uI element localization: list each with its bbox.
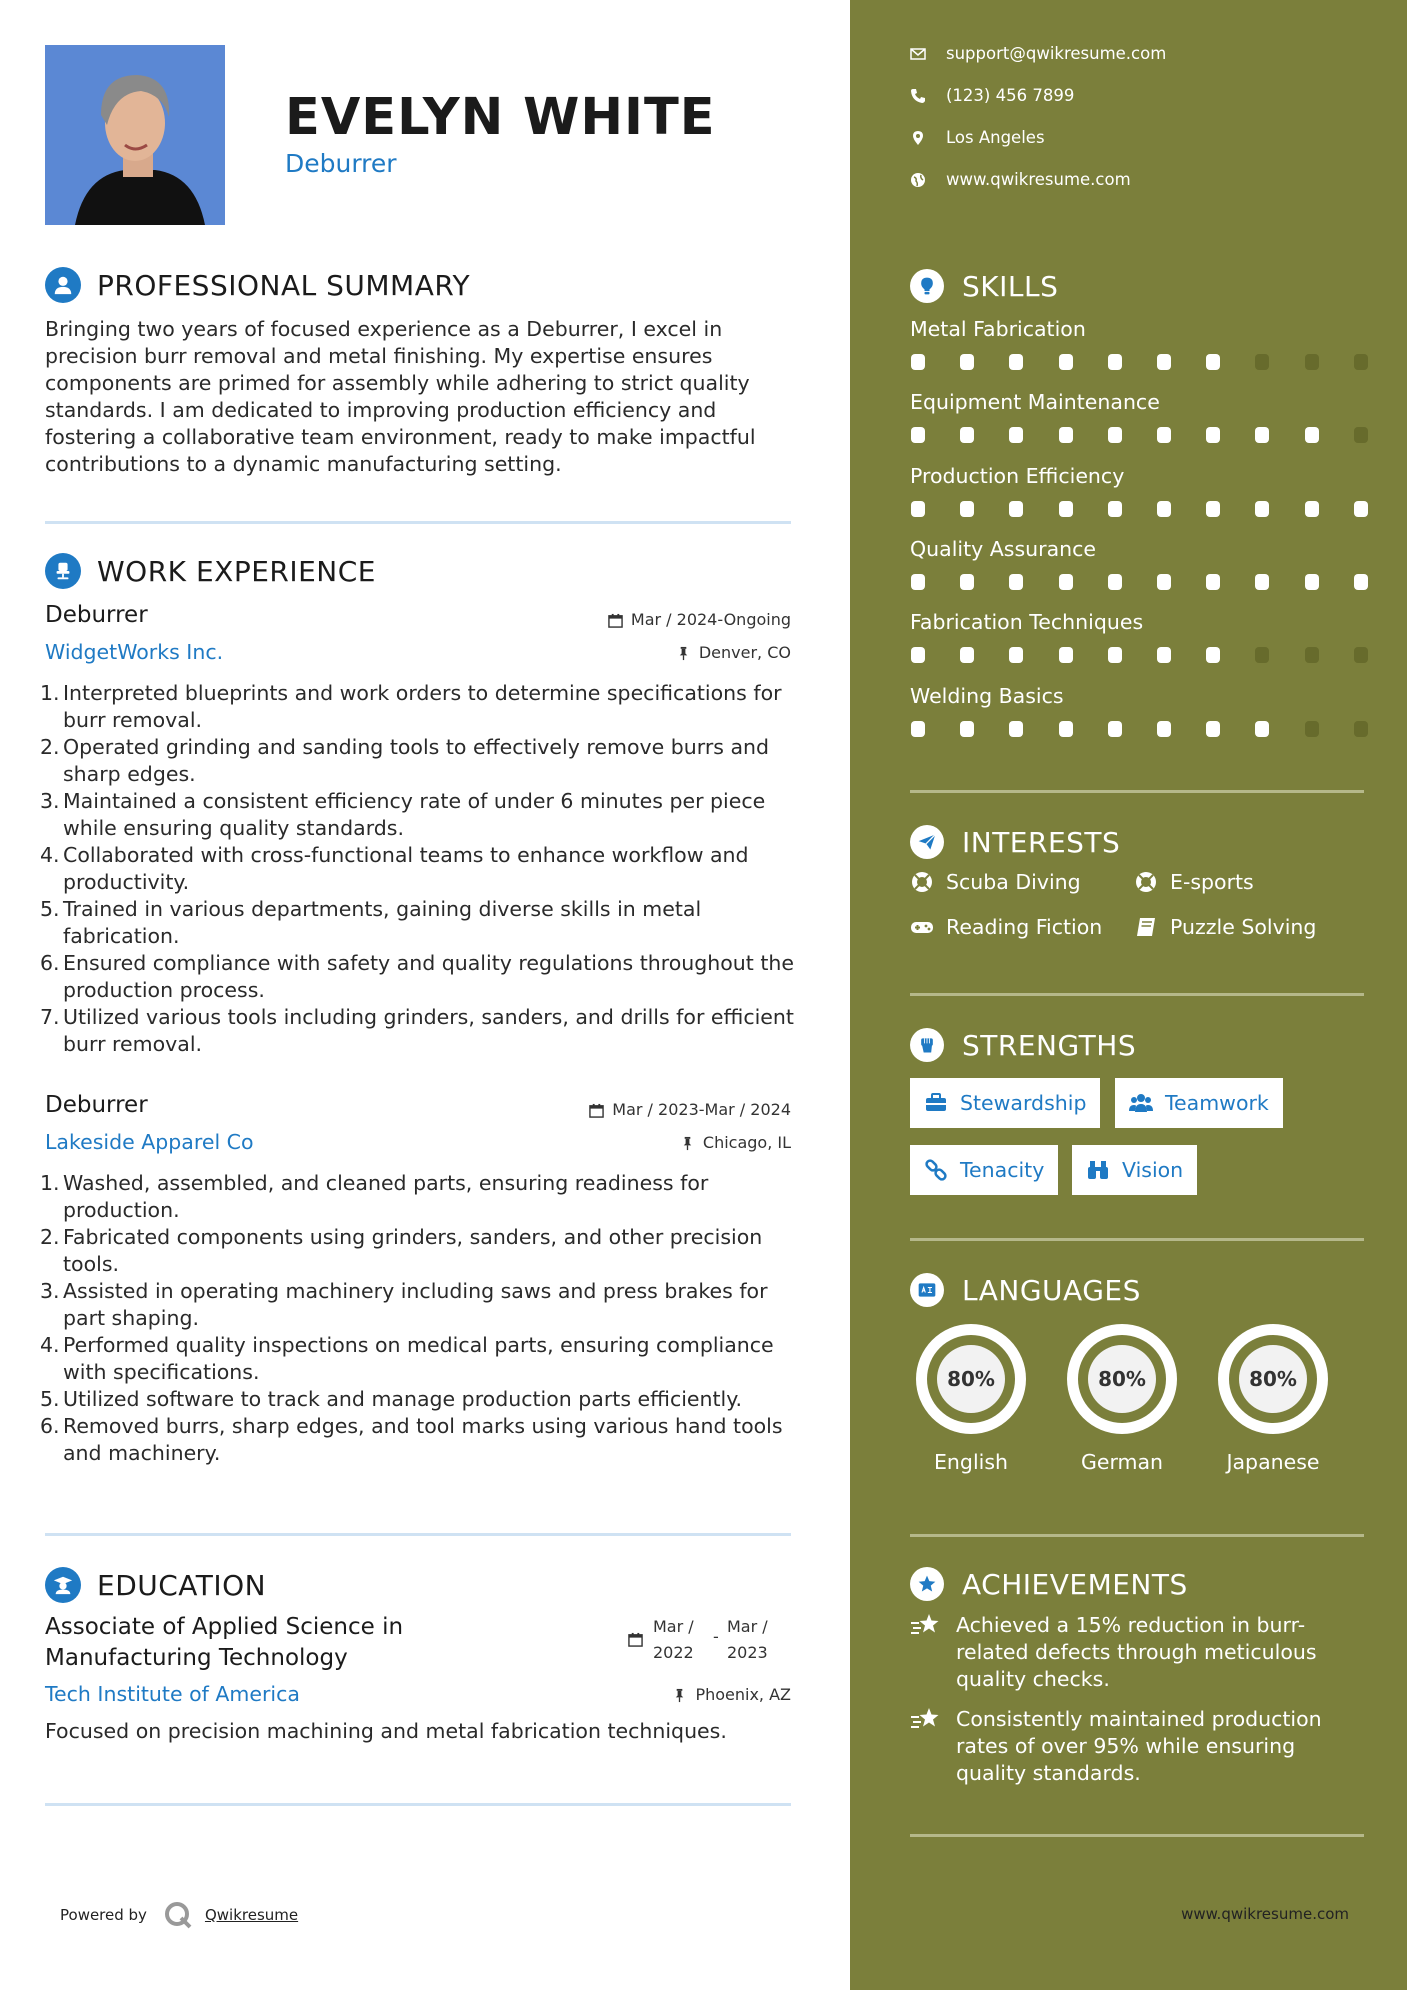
- skill-dot: [960, 574, 974, 590]
- skill-dot: [1108, 647, 1122, 663]
- job-bullet: 5. Trained in various departments, gaining diverse skills in metal fabrication.: [40, 897, 702, 948]
- skill-name: Metal Fabrication: [910, 317, 1086, 341]
- skill-dot: [1305, 721, 1319, 737]
- strength-tag: Stewardship: [910, 1078, 1100, 1128]
- skill-name: Fabrication Techniques: [910, 610, 1144, 634]
- fist-icon: [910, 1028, 944, 1062]
- skills-title: SKILLS: [962, 269, 1059, 303]
- skill-dot: [911, 647, 925, 663]
- skill-dot: [1059, 427, 1073, 443]
- strengths-title: STRENGTHS: [962, 1028, 1137, 1062]
- school-name: Tech Institute of America: [45, 1682, 300, 1706]
- skill-dot: [1305, 354, 1319, 370]
- sidebar: [850, 0, 1407, 1990]
- education-header: [45, 1565, 266, 1605]
- language-item: [910, 1318, 1032, 1474]
- degree-title: Associate of Applied Science in Manufacturing Technology: [45, 1614, 404, 1671]
- skill-dot: [1009, 574, 1023, 590]
- sidebar-divider: [910, 790, 1364, 793]
- section-divider: [45, 1803, 791, 1806]
- language-percent: 80%: [1249, 1367, 1297, 1391]
- skill-dot: [1255, 574, 1269, 590]
- job-date-text: Mar / 2023-Mar / 2024: [612, 1100, 791, 1119]
- skill-dot: [1157, 647, 1171, 663]
- skill-dot: [1206, 574, 1220, 590]
- globe-icon: [910, 172, 926, 188]
- strengths-header: [910, 1025, 1136, 1065]
- pin-icon: [672, 1688, 687, 1703]
- skill-dot: [1255, 427, 1269, 443]
- skill-dot: [1305, 501, 1319, 517]
- job-location-text: Denver, CO: [698, 643, 791, 662]
- skill-dot: [960, 501, 974, 517]
- job-company: Lakeside Apparel Co: [45, 1130, 254, 1154]
- achievements-header: [910, 1564, 1188, 1604]
- language-ring: [1061, 1318, 1183, 1440]
- job-date-text: Mar / 2024-Ongoing: [630, 610, 791, 629]
- date-separator: -: [713, 1627, 719, 1646]
- paper-plane-icon: [910, 825, 944, 859]
- sidebar-divider: [910, 1534, 1364, 1537]
- achievement-item: Achieved a 15% reduction in burr-related defects through meticulous quality checks.: [910, 1612, 1360, 1693]
- job-location: [676, 642, 791, 664]
- skill-dot: [960, 647, 974, 663]
- skill-dot: [911, 721, 925, 737]
- sidebar-divider: [910, 1834, 1364, 1837]
- job-bullet: 1. Interpreted blueprints and work orders to determine specifications for burr removal.: [40, 681, 782, 732]
- skill-dot: [1354, 501, 1368, 517]
- summary-title: PROFESSIONAL SUMMARY: [97, 268, 471, 302]
- skill-dot: [911, 574, 925, 590]
- achievement-item: Consistently maintained production rates of over 95% while ensuring quality standards.: [910, 1706, 1360, 1787]
- skill-dot: [1206, 501, 1220, 517]
- skill-dot: [1305, 647, 1319, 663]
- sidebar-divider: [910, 993, 1364, 996]
- user-icon: [45, 267, 81, 303]
- job-bullets: [40, 1170, 800, 1467]
- job-bullet: 2. Fabricated components using grinders, sanders, and other precision tools.: [40, 1225, 763, 1276]
- candidate-name: EVELYN WHITE: [285, 88, 716, 147]
- skill-dot: [1354, 354, 1368, 370]
- lightbulb-icon: [910, 269, 944, 303]
- job-company: WidgetWorks Inc.: [45, 640, 224, 664]
- skill-dot: [1157, 427, 1171, 443]
- language-item: [1212, 1318, 1334, 1474]
- job-title: Deburrer: [45, 1092, 148, 1118]
- skill-dot: [1059, 647, 1073, 663]
- skill-dot: [1354, 574, 1368, 590]
- profile-photo: [45, 45, 225, 225]
- language-name: English: [933, 1450, 1009, 1474]
- skill-dot: [1255, 647, 1269, 663]
- job-bullet: 2. Operated grinding and sanding tools to effectively remove burrs and sharp edges.: [40, 735, 770, 786]
- skill-dot: [1009, 647, 1023, 663]
- contact-website: www.qwikresume.com: [910, 170, 1131, 189]
- lifebuoy-icon: [1134, 870, 1158, 894]
- skill-dot: [1059, 354, 1073, 370]
- education-end: Mar / 2023: [727, 1617, 768, 1662]
- skill-dot: [1108, 427, 1122, 443]
- skill-name: Production Efficiency: [910, 464, 1125, 488]
- skill-dot: [911, 427, 925, 443]
- phone-icon: [910, 88, 926, 104]
- job-bullet: 6. Removed burrs, sharp edges, and tool marks using various hand tools and machinery.: [40, 1414, 783, 1465]
- skill-dot: [1206, 354, 1220, 370]
- skill-dot: [1009, 427, 1023, 443]
- powered-by: [60, 1900, 298, 1930]
- link-icon: [924, 1158, 948, 1182]
- skill-dot: [1354, 427, 1368, 443]
- education-title: EDUCATION: [97, 1568, 267, 1602]
- job-location-text: Chicago, IL: [702, 1133, 791, 1152]
- achievements-title: ACHIEVEMENTS: [962, 1567, 1188, 1601]
- language-ring: [910, 1318, 1032, 1440]
- translate-icon: [910, 1273, 944, 1307]
- skill-dot: [1009, 721, 1023, 737]
- skill-dot: [1354, 647, 1368, 663]
- briefcase-icon: [924, 1091, 948, 1115]
- map-pin-icon: [910, 130, 926, 146]
- job-bullets: [40, 680, 800, 1058]
- skill-dot: [960, 427, 974, 443]
- education-location: [672, 1684, 791, 1706]
- skill-name: Welding Basics: [910, 684, 1064, 708]
- skill-dot: [911, 501, 925, 517]
- skill-dot: [1157, 501, 1171, 517]
- section-divider: [45, 1533, 791, 1536]
- language-percent: 80%: [1098, 1367, 1146, 1391]
- education-location-text: Phoenix, AZ: [695, 1685, 791, 1704]
- education-date: [628, 1614, 787, 1666]
- interest-item: E-sports: [1134, 870, 1254, 894]
- skill-name: Equipment Maintenance: [910, 390, 1160, 414]
- job-bullet: 1. Washed, assembled, and cleaned parts, ensuring readiness for production.: [40, 1171, 709, 1222]
- skill-dot: [1354, 721, 1368, 737]
- skill-dot: [1255, 501, 1269, 517]
- job-date: [589, 1099, 791, 1121]
- skill-dot: [1059, 501, 1073, 517]
- gamepad-icon: [910, 915, 934, 939]
- lifebuoy-icon: [910, 870, 934, 894]
- language-name: Japanese: [1226, 1450, 1320, 1474]
- contact-location: Los Angeles: [910, 128, 1045, 147]
- calendar-icon: [589, 1103, 604, 1118]
- powered-by-label: Powered by: [60, 1906, 147, 1924]
- graduate-icon: [45, 1567, 81, 1603]
- languages-title: LANGUAGES: [962, 1273, 1141, 1307]
- book-icon: [1134, 915, 1158, 939]
- skill-dot: [960, 354, 974, 370]
- skill-dot: [1059, 574, 1073, 590]
- skill-dot: [1108, 574, 1122, 590]
- skill-dot: [1157, 574, 1171, 590]
- footer-website[interactable]: www.qwikresume.com: [1181, 1905, 1349, 1923]
- skill-dot: [911, 354, 925, 370]
- language-item: [1061, 1318, 1183, 1474]
- section-divider: [45, 521, 791, 524]
- shooting-star-icon: [910, 1706, 942, 1736]
- language-ring: [1212, 1318, 1334, 1440]
- interest-item: Puzzle Solving: [1134, 915, 1316, 939]
- job-bullet: 3. Maintained a consistent efficiency rate of under 6 minutes per piece while ensuring quality standards.: [40, 789, 766, 840]
- summary-header: [45, 265, 470, 305]
- summary-text: Bringing two years of focused experience as a Deburrer, I excel in precision burr removal and metal finishing. My expertise ensures components are primed for assembly while adhering to strict quality standards. I am dedicated to improving production efficiency and fostering a collaborative team environment, ready to make impactful contributions to a dynamic manufacturing setting.: [45, 317, 756, 476]
- star-badge-icon: [910, 1567, 944, 1601]
- job-bullet: 4. Performed quality inspections on medical parts, ensuring compliance with specifications.: [40, 1333, 774, 1384]
- skill-dot: [1157, 721, 1171, 737]
- envelope-icon: [910, 46, 926, 62]
- job-bullet: 4. Collaborated with cross-functional teams to enhance workflow and productivity.: [40, 843, 749, 894]
- skill-dot: [1255, 721, 1269, 737]
- qwikresume-logo-icon: [163, 1900, 193, 1930]
- language-percent: 80%: [947, 1367, 995, 1391]
- interests-header: [910, 822, 1120, 862]
- strength-tag: Tenacity: [910, 1145, 1058, 1195]
- skill-dot: [1108, 501, 1122, 517]
- skill-dot: [1157, 354, 1171, 370]
- skill-dot: [1009, 354, 1023, 370]
- binoculars-icon: [1086, 1158, 1110, 1182]
- skill-dot: [1206, 647, 1220, 663]
- job-date: [608, 609, 791, 631]
- skill-dot: [1206, 721, 1220, 737]
- interests-title: INTERESTS: [962, 825, 1121, 859]
- skill-dot: [1059, 721, 1073, 737]
- job-bullet: 7. Utilized various tools including grinders, sanders, and drills for efficient burr removal.: [40, 1005, 794, 1056]
- skill-dot: [1255, 354, 1269, 370]
- pin-icon: [680, 1136, 695, 1151]
- job-bullet: 6. Ensured compliance with safety and quality regulations throughout the production process.: [40, 951, 794, 1002]
- skill-dot: [1206, 427, 1220, 443]
- interest-item: Scuba Diving: [910, 870, 1081, 894]
- skills-header: [910, 266, 1058, 306]
- interest-item: Reading Fiction: [910, 915, 1102, 939]
- skill-dot: [1009, 501, 1023, 517]
- shooting-star-icon: [910, 1612, 942, 1642]
- calendar-icon: [608, 613, 623, 628]
- skill-dot: [1305, 574, 1319, 590]
- strength-tag: Vision: [1072, 1145, 1197, 1195]
- skill-dot: [960, 721, 974, 737]
- job-bullet: 5. Utilized software to track and manage production parts efficiently.: [40, 1387, 742, 1411]
- users-icon: [1129, 1091, 1153, 1115]
- languages-header: [910, 1270, 1141, 1310]
- office-chair-icon: [45, 553, 81, 589]
- skill-dot: [1108, 354, 1122, 370]
- skill-name: Quality Assurance: [910, 537, 1097, 561]
- skill-dot: [1305, 427, 1319, 443]
- education-start: Mar / 2022: [653, 1617, 694, 1662]
- experience-header: [45, 551, 376, 591]
- candidate-role: Deburrer: [285, 149, 397, 178]
- strength-tag: Teamwork: [1115, 1078, 1283, 1128]
- language-name: German: [1080, 1450, 1164, 1474]
- job-location: [680, 1132, 791, 1154]
- contact-phone: (123) 456 7899: [910, 86, 1074, 105]
- skill-dot: [1108, 721, 1122, 737]
- brand-link[interactable]: Qwikresume: [204, 1906, 299, 1924]
- education-description: Focused on precision machining and metal fabrication techniques.: [45, 1719, 727, 1743]
- experience-title: WORK EXPERIENCE: [97, 554, 376, 588]
- contact-email: support@qwikresume.com: [910, 44, 1166, 63]
- sidebar-divider: [910, 1238, 1364, 1241]
- pin-icon: [676, 646, 691, 661]
- calendar-icon: [628, 1632, 643, 1647]
- job-title: Deburrer: [45, 602, 148, 628]
- job-bullet: 3. Assisted in operating machinery including saws and press brakes for part shaping.: [40, 1279, 768, 1330]
